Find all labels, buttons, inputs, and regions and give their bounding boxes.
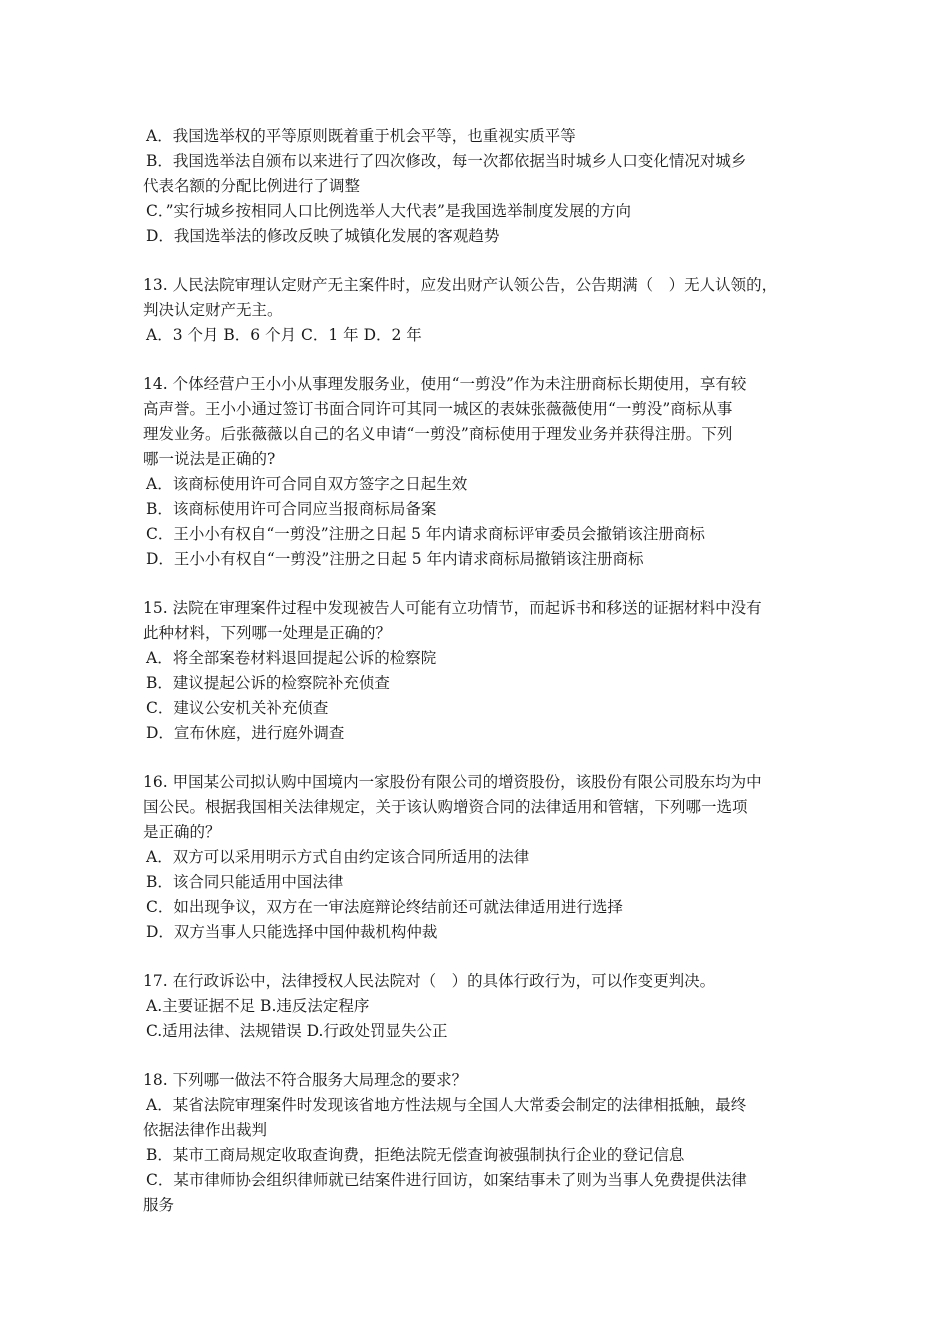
question-options: A．3 个月 B．6 个月 C．1 年 D．2 年 (146, 326, 422, 344)
option-c: C．王小小有权自“一剪没”注册之日起 5 年内请求商标评审委员会撤销该注册商标 (146, 525, 705, 543)
option-d: D．宣布休庭，进行庭外调查 (146, 724, 345, 742)
option-b: B．某市工商局规定收取查询费，拒绝法院无偿查询被强制执行企业的登记信息 (146, 1146, 685, 1164)
option-b: B．该商标使用许可合同应当报商标局备案 (146, 500, 437, 518)
question-stem: 18. 下列哪一做法不符合服务大局理念的要求？ (143, 1071, 468, 1089)
question-stem: 此种材料，下列哪一处理是正确的？ (143, 624, 392, 642)
question-13 (143, 273, 823, 348)
option-b: B．我国选举法自颁布以来进行了四次修改，每一次都依据当时城乡人口变化情况对城乡 (146, 152, 747, 170)
question-14 (143, 372, 823, 572)
question-17 (143, 969, 823, 1044)
option-d: D．我国选举法的修改反映了城镇化发展的客观趋势 (146, 227, 500, 245)
question-15 (143, 596, 823, 746)
option-d: D．双方当事人只能选择中国仲裁机构仲裁 (146, 923, 438, 941)
option-b-continued: 代表名额的分配比例进行了调整 (143, 177, 361, 195)
option-a: A．我国选举权的平等原则既着重于机会平等，也重视实质平等 (146, 127, 576, 145)
question-stem: 是正确的？ (143, 823, 221, 841)
option-c: C．某市律师协会组织律师就已结案件进行回访，如案结事未了则为当事人免费提供法律 (146, 1171, 747, 1189)
question-18 (143, 1068, 823, 1218)
question-stem: 17. 在行政诉讼中，法律授权人民法院对（ ）的具体行政行为，可以作变更判决。 (143, 972, 716, 990)
question-stem: 理发业务。后张薇薇以自己的名义申请“一剪没”商标使用于理发业务并获得注册。下列 (143, 425, 733, 443)
options-a-b: A.主要证据不足 B.违反法定程序 (146, 997, 370, 1015)
option-a: A．该商标使用许可合同自双方签字之日起生效 (146, 475, 468, 493)
question-stem: 16. 甲国某公司拟认购中国境内一家股份有限公司的增资股份，该股份有限公司股东均为中 (143, 773, 762, 791)
option-c: C．建议公安机关补充侦查 (146, 699, 329, 717)
option-d: D．王小小有权自“一剪没”注册之日起 5 年内请求商标局撤销该注册商标 (146, 550, 644, 568)
option-a: A．某省法院审理案件时发现该省地方性法规与全国人大常委会制定的法律相抵触，最终 (146, 1096, 747, 1114)
question-16 (143, 770, 823, 945)
option-c: C．”实行城乡按相同人口比例选举人大代表”是我国选举制度发展的方向 (146, 202, 631, 220)
question-stem: 高声誉。王小小通过签订书面合同许可其同一城区的表妹张薇薇使用“一剪没”商标从事 (143, 400, 733, 418)
options-c-d: C.适用法律、法规错误 D.行政处罚显失公正 (146, 1022, 448, 1040)
question-stem: 国公民。根据我国相关法律规定，关于该认购增资合同的法律适用和管辖，下列哪一选项 (143, 798, 748, 816)
question-stem: 15. 法院在审理案件过程中发现被告人可能有立功情节，而起诉书和移送的证据材料中没有 (143, 599, 762, 617)
document-body (143, 124, 823, 1218)
question-stem: 哪一说法是正确的? (143, 450, 276, 468)
option-a: A．将全部案卷材料退回提起公诉的检察院 (146, 649, 437, 667)
option-b: B．建议提起公诉的检察院补充侦查 (146, 674, 390, 692)
option-c: C．如出现争议，双方在一审法庭辩论终结前还可就法律适用进行选择 (146, 898, 623, 916)
question-stem: 判决认定财产无主。 (143, 301, 283, 319)
option-a-continued: 依据法律作出裁判 (143, 1121, 268, 1139)
question-stem: 13. 人民法院审理认定财产无主案件时，应发出财产认领公告，公告期满（ ）无人认领的， (143, 276, 778, 294)
option-a: A．双方可以采用明示方式自由约定该合同所适用的法律 (146, 848, 530, 866)
option-b: B．该合同只能适用中国法律 (146, 873, 344, 891)
question-stem: 14. 个体经营户王小小从事理发服务业，使用“一剪没”作为未注册商标长期使用，享有较 (143, 375, 747, 393)
previous-question-options (143, 124, 823, 249)
option-c-continued: 服务 (143, 1196, 175, 1214)
